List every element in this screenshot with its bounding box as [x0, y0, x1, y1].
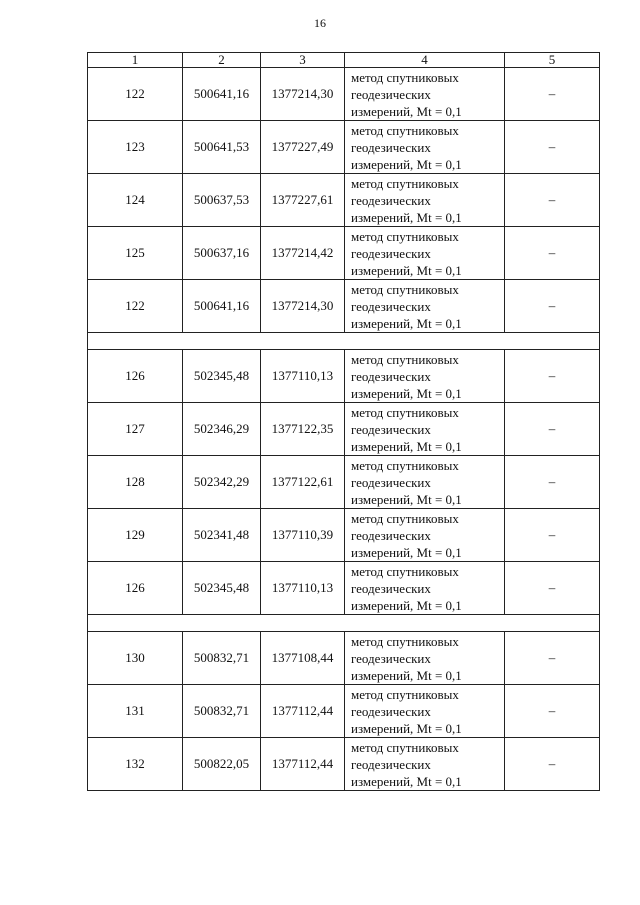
point-number-cell: 125	[88, 227, 183, 280]
point-number-cell: 126	[88, 562, 183, 615]
table-row	[88, 738, 600, 791]
method-line: измерений, Mt = 0,1	[351, 438, 462, 454]
method-cell	[345, 738, 505, 791]
method-cell	[345, 280, 505, 333]
x-coordinate-cell: 502341,48	[183, 509, 261, 562]
column-header: 4	[345, 53, 505, 68]
coordinates-table	[87, 52, 600, 791]
note-cell: –	[505, 685, 600, 738]
x-coordinate-cell: 502345,48	[183, 562, 261, 615]
method-line: измерений, Mt = 0,1	[351, 597, 462, 613]
method-line: измерений, Mt = 0,1	[351, 720, 462, 736]
method-line: геодезических	[351, 86, 431, 102]
y-coordinate-cell: 1377122,35	[261, 403, 345, 456]
method-line: метод спутниковых	[351, 404, 459, 420]
point-number-cell: 122	[88, 68, 183, 121]
method-line: метод спутниковых	[351, 633, 459, 649]
method-line: измерений, Mt = 0,1	[351, 262, 462, 278]
note-cell: –	[505, 350, 600, 403]
x-coordinate-cell: 502342,29	[183, 456, 261, 509]
table-row	[88, 403, 600, 456]
point-number-cell: 124	[88, 174, 183, 227]
method-line: геодезических	[351, 421, 431, 437]
method-line: геодезических	[351, 703, 431, 719]
method-line: метод спутниковых	[351, 686, 459, 702]
note-cell: –	[505, 121, 600, 174]
x-coordinate-cell: 502346,29	[183, 403, 261, 456]
note-cell: –	[505, 403, 600, 456]
point-number-cell: 129	[88, 509, 183, 562]
x-coordinate-cell: 502345,48	[183, 350, 261, 403]
note-cell: –	[505, 632, 600, 685]
table-row	[88, 227, 600, 280]
x-coordinate-cell: 500832,71	[183, 685, 261, 738]
y-coordinate-cell: 1377110,13	[261, 562, 345, 615]
method-line: метод спутниковых	[351, 175, 459, 191]
note-cell: –	[505, 738, 600, 791]
method-cell	[345, 227, 505, 280]
method-line: геодезических	[351, 192, 431, 208]
method-cell	[345, 68, 505, 121]
method-cell	[345, 350, 505, 403]
table-row	[88, 685, 600, 738]
column-header: 1	[88, 53, 183, 68]
x-coordinate-cell: 500641,53	[183, 121, 261, 174]
point-number-cell: 132	[88, 738, 183, 791]
method-line: метод спутниковых	[351, 351, 459, 367]
note-cell: –	[505, 174, 600, 227]
method-cell	[345, 174, 505, 227]
x-coordinate-cell: 500641,16	[183, 68, 261, 121]
method-line: измерений, Mt = 0,1	[351, 209, 462, 225]
column-header: 5	[505, 53, 600, 68]
column-header: 2	[183, 53, 261, 68]
separator-cell	[88, 333, 600, 350]
method-cell	[345, 121, 505, 174]
point-number-cell: 130	[88, 632, 183, 685]
method-line: метод спутниковых	[351, 281, 459, 297]
table-body	[88, 68, 600, 791]
y-coordinate-cell: 1377214,42	[261, 227, 345, 280]
method-cell	[345, 509, 505, 562]
method-line: измерений, Mt = 0,1	[351, 773, 462, 789]
x-coordinate-cell: 500832,71	[183, 632, 261, 685]
method-line: геодезических	[351, 756, 431, 772]
y-coordinate-cell: 1377112,44	[261, 738, 345, 791]
method-line: метод спутниковых	[351, 510, 459, 526]
method-line: геодезических	[351, 527, 431, 543]
column-header: 3	[261, 53, 345, 68]
y-coordinate-cell: 1377108,44	[261, 632, 345, 685]
y-coordinate-cell: 1377227,61	[261, 174, 345, 227]
point-number-cell: 127	[88, 403, 183, 456]
method-line: геодезических	[351, 245, 431, 261]
table-row	[88, 456, 600, 509]
method-line: измерений, Mt = 0,1	[351, 491, 462, 507]
method-cell	[345, 456, 505, 509]
table-row	[88, 350, 600, 403]
method-line: метод спутниковых	[351, 228, 459, 244]
point-number-cell: 128	[88, 456, 183, 509]
table-row	[88, 562, 600, 615]
note-cell: –	[505, 509, 600, 562]
method-line: измерений, Mt = 0,1	[351, 156, 462, 172]
note-cell: –	[505, 280, 600, 333]
x-coordinate-cell: 500822,05	[183, 738, 261, 791]
method-line: измерений, Mt = 0,1	[351, 544, 462, 560]
method-line: метод спутниковых	[351, 739, 459, 755]
point-number-cell: 123	[88, 121, 183, 174]
point-number-cell: 122	[88, 280, 183, 333]
note-cell: –	[505, 456, 600, 509]
group-separator-row	[88, 615, 600, 632]
method-line: метод спутниковых	[351, 457, 459, 473]
method-line: метод спутниковых	[351, 122, 459, 138]
method-cell	[345, 685, 505, 738]
method-cell	[345, 562, 505, 615]
y-coordinate-cell: 1377110,13	[261, 350, 345, 403]
group-separator-row	[88, 333, 600, 350]
method-cell	[345, 403, 505, 456]
note-cell: –	[505, 227, 600, 280]
note-cell: –	[505, 562, 600, 615]
point-number-cell: 126	[88, 350, 183, 403]
method-line: геодезических	[351, 298, 431, 314]
x-coordinate-cell: 500637,16	[183, 227, 261, 280]
table-row	[88, 509, 600, 562]
page-number: 16	[314, 16, 326, 30]
method-line: измерений, Mt = 0,1	[351, 103, 462, 119]
method-line: метод спутниковых	[351, 69, 459, 85]
y-coordinate-cell: 1377122,61	[261, 456, 345, 509]
table-header-row	[88, 53, 600, 68]
table-row	[88, 632, 600, 685]
note-cell: –	[505, 68, 600, 121]
y-coordinate-cell: 1377112,44	[261, 685, 345, 738]
table-row	[88, 280, 600, 333]
x-coordinate-cell: 500637,53	[183, 174, 261, 227]
method-line: геодезических	[351, 474, 431, 490]
method-cell	[345, 632, 505, 685]
method-line: метод спутниковых	[351, 563, 459, 579]
method-line: геодезических	[351, 580, 431, 596]
y-coordinate-cell: 1377227,49	[261, 121, 345, 174]
method-line: измерений, Mt = 0,1	[351, 315, 462, 331]
method-line: измерений, Mt = 0,1	[351, 667, 462, 683]
table-row	[88, 68, 600, 121]
point-number-cell: 131	[88, 685, 183, 738]
method-line: геодезических	[351, 650, 431, 666]
y-coordinate-cell: 1377214,30	[261, 280, 345, 333]
table-row	[88, 121, 600, 174]
y-coordinate-cell: 1377110,39	[261, 509, 345, 562]
method-line: измерений, Mt = 0,1	[351, 385, 462, 401]
y-coordinate-cell: 1377214,30	[261, 68, 345, 121]
x-coordinate-cell: 500641,16	[183, 280, 261, 333]
table-row	[88, 174, 600, 227]
separator-cell	[88, 615, 600, 632]
method-line: геодезических	[351, 368, 431, 384]
method-line: геодезических	[351, 139, 431, 155]
